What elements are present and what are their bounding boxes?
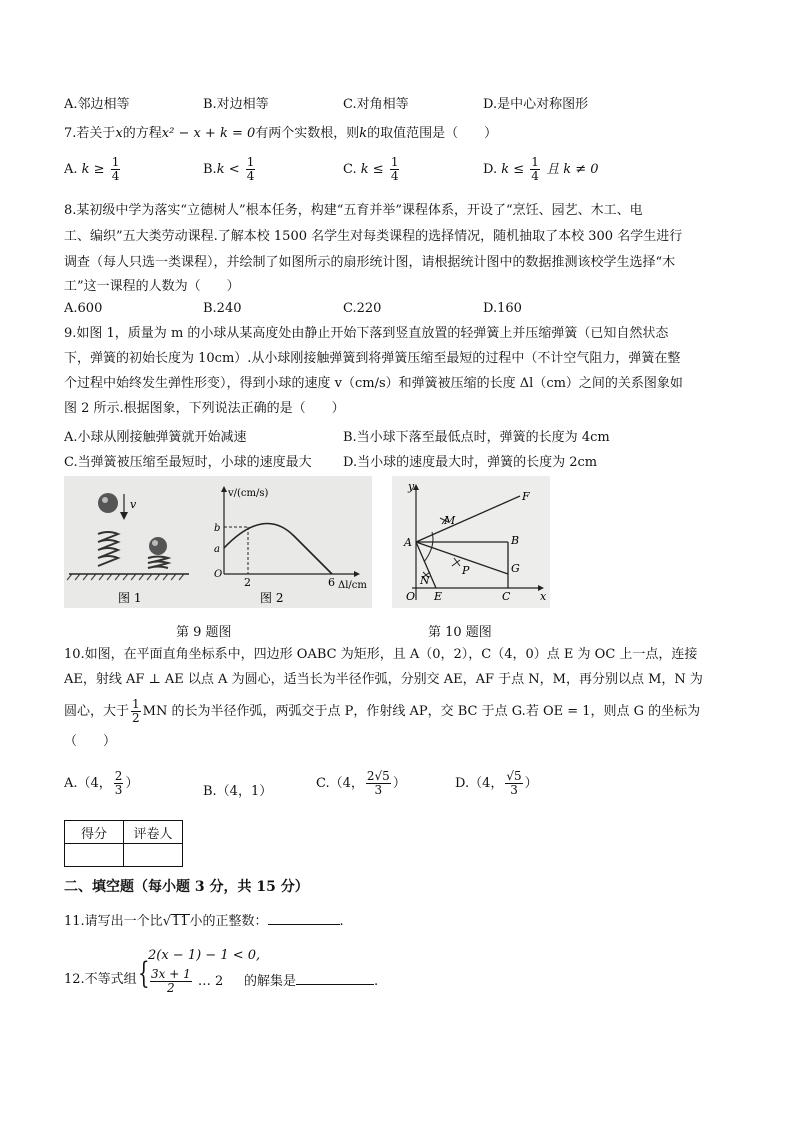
fig2-y-axis-label: v/(cm/s) [228,488,269,499]
q12-answer-blank[interactable] [296,972,374,985]
q7-option-c: C. k ≤ $\frac{1}{4}$ [343,155,399,183]
q10-line-1: 10.如图，在平面直角坐标系中，四边形 OABC 为矩形，且 A（0，2），C（4，0）点 E 为 OC 上一点，连接 [64,647,698,662]
fig10-point-F: F [522,490,530,503]
fig10-point-N: N [420,574,430,587]
q8-line-1: 8.某初级中学为落实“立德树人”根本任务，构建“五育并举”课程体系，开设了“烹饪、园艺、木工、电 [64,203,643,218]
q8-option-b: B.240 [203,301,242,316]
fig10-point-O: O [406,590,416,603]
score-table [64,820,183,867]
q12-brace: { [138,956,150,991]
q10-line-3: 圆心，大于 $\frac{1}{2}$ MN 的长为半径作弧，两弧交于点 P，作射线 AP，交 BC 于点 G.若 OE = 1，则点 G 的坐标为 [64,697,701,725]
q12-inequality-2: $\frac{3x + 1}{2}$ … 2 [151,967,224,995]
q9-line-2: 下，弹簧的初始长度为 10cm）.从小球刚接触弹簧到将弹簧压缩至最短的过程中（不计空气阻力，弹簧在整 [64,351,681,366]
fig2-x-axis-label: Δl/cm [338,580,367,591]
section-2-title: 二、填空题（每小题 3 分，共 15 分） [64,879,309,895]
q9-line-4: 图 2 所示.根据图象，下列说法正确的是（ ） [64,401,345,416]
fig2-b-label: b [214,523,221,534]
figure-9-caption: 第 9 题图 [176,625,232,640]
score-cell[interactable] [65,844,124,867]
grader-cell[interactable] [124,844,183,867]
q11-answer-blank[interactable] [268,912,340,925]
q6-option-c: C.对角相等 [343,97,409,112]
fig10-point-B: B [511,534,520,547]
q8-line-2: 工、编织”五大类劳动课程.了解本校 1500 名学生对每类课程的选择情况，随机抽取了本校 300 名学生进行 [64,229,683,244]
q8-option-a: A.600 [64,301,103,316]
q8-line-4: 工”这一课程的人数为（ ） [64,279,240,294]
fig2-a-label: a [214,544,220,555]
q8-option-c: C.220 [343,301,382,316]
q9-option-d: D.当小球的速度最大时，弹簧的长度为 2cm [343,455,598,470]
fig10-point-E: E [434,590,443,603]
fig10-point-M: M [444,514,456,527]
q7-option-a: A. k ≥ $\frac{1}{4}$ [64,155,120,183]
grader-header: 评卷人 [124,821,183,844]
fig2-origin-label: O [214,569,223,580]
q10-line-2: AE，射线 AF ⊥ AE 以点 A 为圆心，适当长为半径作弧，分别交 AE，AF 于点 N，M，再分别以点 M，N 为 [64,672,703,687]
fig10-point-P: P [462,564,470,577]
q6-option-d: D.是中心对称图形 [483,97,589,112]
q8-line-3: 调查（每人只选一类课程），并绘制了如图所示的扇形统计图，请根据统计图中的数据推测该校学生选择“木 [64,255,676,270]
q9-line-3: 个过程中始终发生弹性形变），得到小球的速度 v（cm/s）和弹簧被压缩的长度 Δl（cm）之间的关系图象如 [64,376,683,391]
fig2-caption: 图 2 [260,591,284,605]
q9-line-1: 9.如图 1，质量为 m 的小球从某高度处由静止开始下落到竖直放置的轻弹簧上并压缩弹簧（已知自然状态 [64,326,669,341]
fig10-point-C: C [502,590,511,603]
q6-option-b: B.对边相等 [203,97,269,112]
q10-option-b: B.（4，1） [203,784,273,799]
q9-option-a: A.小球从刚接触弹簧就开始减速 [64,430,247,445]
fig2-tick-2: 2 [244,576,251,589]
figure-10-caption: 第 10 题图 [428,625,492,640]
fig10-y-label: y [408,480,415,493]
fig10-point-A: A [404,536,412,549]
fig10-x-label: x [540,590,547,603]
q7-option-d: D. k ≤ $\frac{1}{4}$ 且 k ≠ 0 [483,155,599,183]
q9-option-b: B.当小球下落至最低点时，弹簧的长度为 4cm [343,430,610,445]
fig1-caption: 图 1 [118,591,142,605]
q11-sqrt-value: 11 [171,914,189,929]
q7-stem: 7.若关于x的方程x² − x + k = 0有两个实数根，则k的取值范围是（ ） [64,126,498,141]
q10-option-c: C.（4， $\frac{2√5}{3}$ ） [316,769,406,797]
figure-10 [392,476,550,608]
q7-option-b: B.k < $\frac{1}{4}$ [203,155,255,183]
q10-option-a: A.（4， $\frac{2}{3}$ ） [64,769,139,797]
q12-suffix: 的解集是 . [244,974,379,989]
q6-option-a: A.邻边相等 [64,97,130,112]
fig1-v-label: v [130,498,137,511]
fig2-tick-6: 6 [328,576,335,589]
q11: 11.请写出一个比√11小的正整数： . [64,914,344,929]
q12-prefix: 12.不等式组 [64,972,137,987]
q12-inequality-1: 2(x − 1) − 1 < 0, [148,948,261,963]
q10-line-4: （ ） [64,734,117,749]
fig10-point-G: G [511,562,520,575]
q10-option-d: D.（4， $\frac{√5}{3}$ ） [455,769,538,797]
figure-9-panel [64,476,372,608]
score-header: 得分 [65,821,124,844]
q9-option-c: C.当弹簧被压缩至最短时，小球的速度最大 [64,455,312,470]
q8-option-d: D.160 [483,301,522,316]
